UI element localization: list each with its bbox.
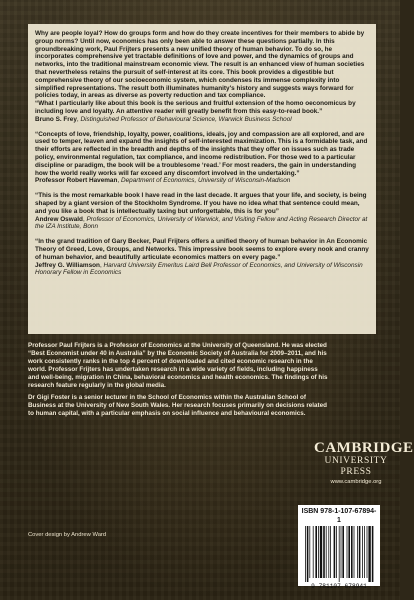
endorsement-quote: “What I particularly like about this book is the serious and fruitful extension of the homo oeconomicus by including love and loyalty. An attentive reader will greatly benefit from this easy-to-read book.” <box>35 100 356 115</box>
endorser-affiliation: Department of Economics, University of Wisconsin-Madison <box>120 177 291 185</box>
endorser-affiliation: Distinguished Professor of Behavioural Science, Warwick Business School <box>80 115 292 123</box>
endorsement <box>35 238 369 277</box>
book-description: Why are people loyal? How do groups form and how do they create incentives for their members to abide by group norms? Until now, economics has only been able to answer these questions partially. In this groundbreaking work, Paul Frijters presents a new unified theory of human behavior. To do so, he incorporates comprehensive yet tractable definitions of love and power, and the dynamics of groups and networks, into the traditional mainstream economic view. The result is an enhanced view of human societies that nevertheless retains the pursuit of self-interest at its core. This book provides a digestible but comprehensive theory of our socioeconomic system, which condenses its immense complexity into simplified representations. The result both illuminates humanity's history and suggests ways forward for policies today, in areas as diverse as poverty reduction and tax compliance. <box>35 30 365 100</box>
barcode-digits: 9 781107 678941 <box>311 583 367 590</box>
author-name: Professor Paul Frijters <box>28 342 96 349</box>
isbn-barcode-box <box>298 505 380 590</box>
barcode-icon <box>302 526 376 590</box>
endorser-name: Jeffrey G. Williamson <box>35 261 100 269</box>
endorsement-quote: “In the grand tradition of Gary Becker, Paul Frijters offers a unified theory of human behavior in An Economic Theory of Greed, Love, Groups, and Networks. This impressive book seems to explore every nook and cranny of human behavior, and beautifully articulate economics matters on every page.” <box>35 238 369 261</box>
endorser-name: Professor Robert Haveman <box>35 177 118 185</box>
endorsement-quote: “This is the most remarkable book I have read in the last decade. It argues that your life, and society, is being shaped by a giant version of the Stockholm Syndrome. If you have no idea what that sentence could mean, and you like a book that is intellectually taxing but unforgettable, this is for you” <box>35 192 367 215</box>
publisher-name: CAMBRIDGE <box>314 440 414 456</box>
author-bios <box>28 342 328 423</box>
endorser-affiliation: Professor of Economics, University of Warwick, and Visiting Fellow and Acting Research Director at the IZA Institute, Bonn <box>35 215 368 231</box>
author-bio-text: is a Professor of Economics at the University of Queensland. He was elected “Best Economist under 40 in Australia” by the Economic Society of Australia for 2009–2011, and his work consistently ranks in the top 4 percent of downloaded and cited economic research in the world. Professor Frijters has undertaken research in a wide variety of fields, including happiness and well-being, migration in China, behavioral economics and health economics. The findings of his research feature regularly in the global media. <box>28 342 328 389</box>
publisher-url: www.cambridge.org <box>330 479 382 485</box>
endorsement <box>35 100 369 123</box>
endorsement <box>35 131 369 186</box>
endorser: Andrew Oswald, Professor of Economics, University of Warwick, and Visiting Fellow and Acting Research Director at the IZA Institute, Bonn <box>35 215 368 231</box>
description-panel <box>28 24 376 334</box>
author-bio-text: is a senior lecturer in the School of Economics within the Australian School of Business at the University of New South Wales. Her research focuses primarily on decisions related to human capital, with a particular emphasis on social influence and behavioural economics. <box>28 394 327 418</box>
cover-design-credit: Cover design by Andrew Ward <box>28 532 107 538</box>
endorser-name: Bruno S. Frey <box>35 115 77 123</box>
endorser: Jeffrey G. Williamson, Harvard University Emeritus Laird Bell Professor of Economics, and University of Wisconsin Honorary Fellow in Economics <box>35 261 363 277</box>
endorsement <box>35 192 369 231</box>
isbn-label: ISBN 978-1-107-67894-1 <box>301 508 377 524</box>
author-bio <box>28 394 328 418</box>
publisher-logo <box>314 440 414 486</box>
author-name: Dr Gigi Foster <box>28 394 70 402</box>
endorser-affiliation: Harvard University Emeritus Laird Bell Professor of Economics, and University of Wisconsin Honorary Fellow in Economics <box>35 261 363 277</box>
endorser-name: Andrew Oswald <box>35 215 83 223</box>
publisher-subtitle: UNIVERSITY PRESS <box>324 456 388 477</box>
endorser: Bruno S. Frey, Distinguished Professor of Behavioural Science, Warwick Business School <box>35 115 292 123</box>
endorser: Professor Robert Haveman, Department of Economics, University of Wisconsin-Madison <box>35 177 291 185</box>
endorsement-quote: “Concepts of love, friendship, loyalty, power, coalitions, ideals, joy and compassion are all explored, and are used to temper, leaven and expand the insights of self-interested maximization. This is a formidable task, and their efforts are reflected in the breadth and depths of the insights that they offer on issues such as trade policy, environmental regulation, tax compliance, and income redistribution. For those wed to a particular discipline or paradigm, the book will be a troublesome ‘read.’ For most readers, the gain in understanding how the world really works will far exceed any discomfort involved in the undertaking.” <box>35 130 368 177</box>
author-bio <box>28 342 328 389</box>
